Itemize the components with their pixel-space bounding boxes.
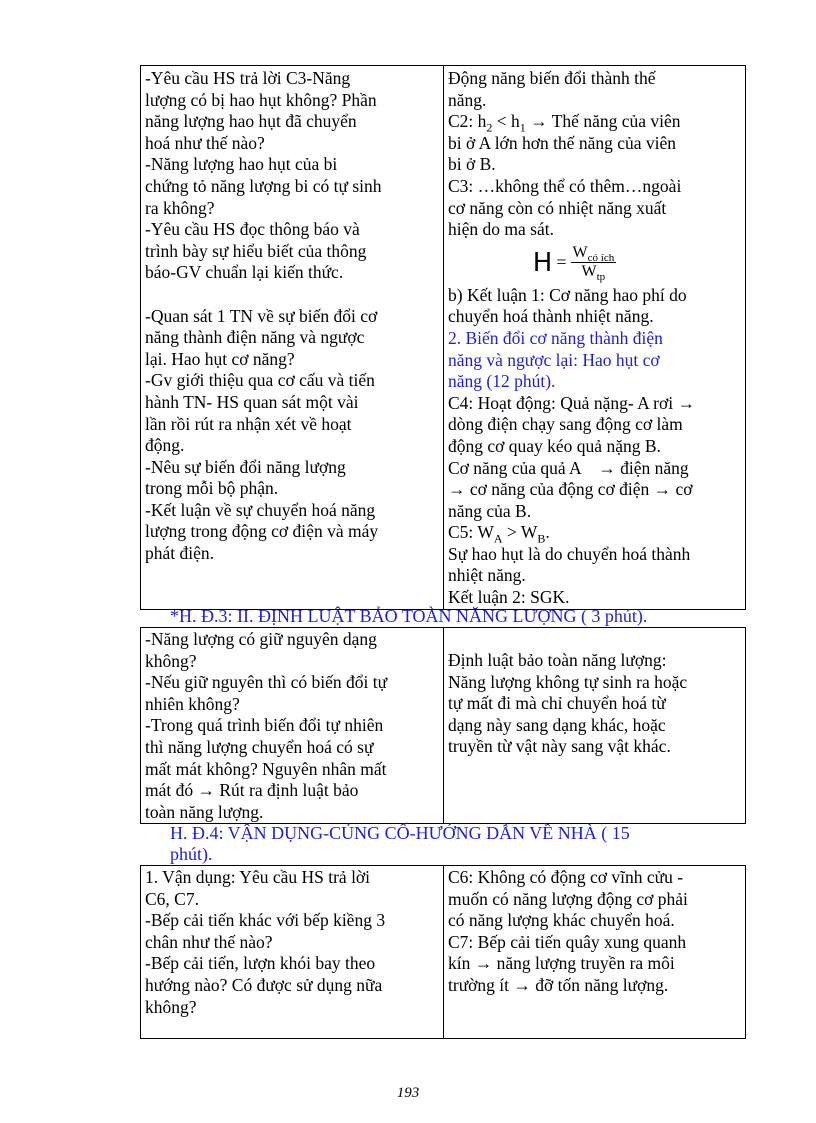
text-line: Năng lượng không tự sinh ra hoặc [448, 671, 688, 692]
text-line: ra không? [145, 197, 215, 218]
text-line: 1. Vận dụng: Yêu cầu HS trả lời [145, 867, 371, 887]
text-line: C4: Hoạt động: Quả nặng- A rơi → [448, 392, 695, 413]
efficiency-symbol: H [532, 247, 553, 278]
text-line: bi ở A lớn hơn thế năng của viên [448, 132, 677, 153]
text-line: Động năng biến đổi thành thế [448, 68, 656, 88]
text-line: -Bếp cải tiến khác với bếp kiềng 3 [145, 910, 386, 931]
text-line: Định luật bảo toàn năng lượng: [448, 650, 667, 670]
text-line: lại. Hao hụt cơ năng? [145, 348, 295, 369]
text-line: động. [145, 435, 185, 456]
text-line: lần rồi rút ra nhận xét về hoạt [145, 413, 352, 434]
text-line: -Trong quá trình biến đổi tự nhiên [145, 715, 384, 736]
text-line: Sự hao hụt là do chuyển hoá thành [448, 543, 691, 564]
text-line: mất mát không? Nguyên nhân mất [145, 758, 387, 779]
activity-table-2 [140, 627, 746, 824]
activity-4-heading: H. Đ.4: VẬN DỤNG-CỦNG CỐ-HƯỚNG DẪN VỀ NHÀ ( 15 [170, 823, 630, 843]
text-line: báo-GV chuẩn lại kiến thức. [145, 262, 344, 283]
text-line: dạng này sang dạng khác, hoặc [448, 714, 666, 735]
text-line: C7: Bếp cải tiến quây xung quanh [448, 931, 687, 952]
text-line: -Bếp cải tiến, lượn khói bay theo [145, 953, 376, 974]
section-heading-line: 2. Biến đổi cơ năng thành điện [448, 327, 663, 348]
activity-table-1 [140, 65, 746, 610]
text-line: hoá như thế nào? [145, 132, 265, 153]
text-line: chứng tỏ năng lượng bi có tự sinh [145, 175, 382, 196]
activity-3-heading: *H. Đ.3: II. ĐỊNH LUẬT BẢO TOÀN NĂNG LƯỢNG ( 3 phút). [170, 606, 648, 626]
text-line: trường ít → đỡ tốn năng lượng. [448, 974, 669, 995]
teacher-column [141, 866, 444, 1039]
blank-line [145, 284, 439, 306]
text-line: chuyển hoá thành nhiệt năng. [448, 306, 654, 327]
text-line: -Kết luận về sự chuyển hoá năng [145, 499, 376, 520]
text-line: trong mỗi bộ phận. [145, 478, 279, 499]
text-line: phát điện. [145, 543, 215, 564]
text-line: chân như thế nào? [145, 931, 273, 952]
text-line: Cơ năng của quả A → điện năng [448, 457, 689, 478]
activity-table-3 [140, 865, 746, 1039]
text-line: bi ở B. [448, 154, 496, 175]
text-line: năng. [448, 89, 487, 110]
student-column [444, 66, 746, 610]
text-line: có năng lượng khác chuyển hoá. [448, 910, 675, 931]
text-line: kín → năng lượng truyền ra môi [448, 953, 675, 974]
section-heading-line: năng và ngược lại: Hao hụt cơ [448, 349, 660, 370]
text-line: cơ năng còn có nhiệt năng xuất [448, 197, 667, 218]
text-line: không? [145, 996, 197, 1017]
text-line: -Gv giới thiệu qua cơ cấu và tiến [145, 370, 375, 391]
text-line: năng lượng hao hụt đã chuyển [145, 111, 357, 132]
teacher-column [141, 628, 444, 824]
text-line: -Nếu giữ nguyên thì có biến đổi tự [145, 672, 388, 693]
text-line: -Yêu cầu HS đọc thông báo và [145, 219, 360, 240]
teacher-column [141, 66, 444, 610]
text-line: tự mất đi mà chỉ chuyển hoá từ [448, 693, 666, 714]
text-line: truyền từ vật này sang vật khác. [448, 736, 671, 757]
text-line: trình bày sự hiểu biết của thông [145, 240, 367, 261]
efficiency-fraction: $\frac{W_{có ích}}{W_{tp}}$ [572, 244, 615, 284]
text-line: C6, C7. [145, 888, 199, 909]
text-line: hiện do ma sát. [448, 219, 554, 240]
section-heading-line: năng (12 phút). [448, 371, 556, 392]
text-line: lượng có bị hao hụt không? Phần [145, 89, 377, 110]
text-line: động cơ quay kéo quả nặng B. [448, 435, 661, 456]
text-line: b) Kết luận 1: Cơ năng hao phí do [448, 284, 687, 305]
text-line: -Nêu sự biến đổi năng lượng [145, 456, 346, 477]
text-line: hành TN- HS quan sát một vài [145, 391, 359, 412]
text-line: nhiệt năng. [448, 565, 526, 586]
text-line: → cơ năng của động cơ điện → cơ [448, 479, 693, 500]
text-line: thì năng lượng chuyển hoá có sự [145, 736, 374, 757]
text-line: năng của B. [448, 500, 532, 521]
text-line: -Yêu cầu HS trả lời C3-Năng [145, 68, 351, 88]
text-line: -Quan sát 1 TN về sự biến đổi cơ [145, 305, 378, 326]
c2-line: C2: $h_2 < h_1$ → Thế năng của viên [448, 111, 681, 135]
text-line: mát đó → Rút ra định luật bảo [145, 780, 359, 801]
text-line: -Năng lượng có giữ nguyên dạng [145, 629, 377, 649]
text-line: hướng nào? Có được sử dụng nữa [145, 974, 383, 995]
text-line: dòng điện chạy sang động cơ làm [448, 414, 683, 435]
student-column [444, 628, 746, 824]
text-line: Kết luận 2: SGK. [448, 587, 570, 608]
text-line: không? [145, 650, 197, 671]
activity-4-heading-cont: phút). [170, 844, 213, 864]
text-line: toàn năng lượng. [145, 801, 264, 822]
student-column [444, 866, 746, 1039]
text-line: C3: …không thể có thêm…ngoài [448, 175, 682, 196]
page-number: 193 [396, 1085, 420, 1101]
c5-line: C5: $W_A > W_B$. [448, 522, 550, 546]
text-line: lượng trong động cơ điện và máy [145, 521, 379, 542]
text-line: C6: Không có động cơ vĩnh cửu - [448, 867, 684, 887]
text-line: năng thành điện năng và ngược [145, 327, 365, 348]
efficiency-formula: H = $\frac{W_{có ích}}{W_{tp}}$ [532, 244, 615, 284]
text-line: -Năng lượng hao hụt của bi [145, 154, 338, 175]
text-line: nhiên không? [145, 693, 240, 714]
text-line: muốn có năng lượng động cơ phải [448, 888, 688, 909]
